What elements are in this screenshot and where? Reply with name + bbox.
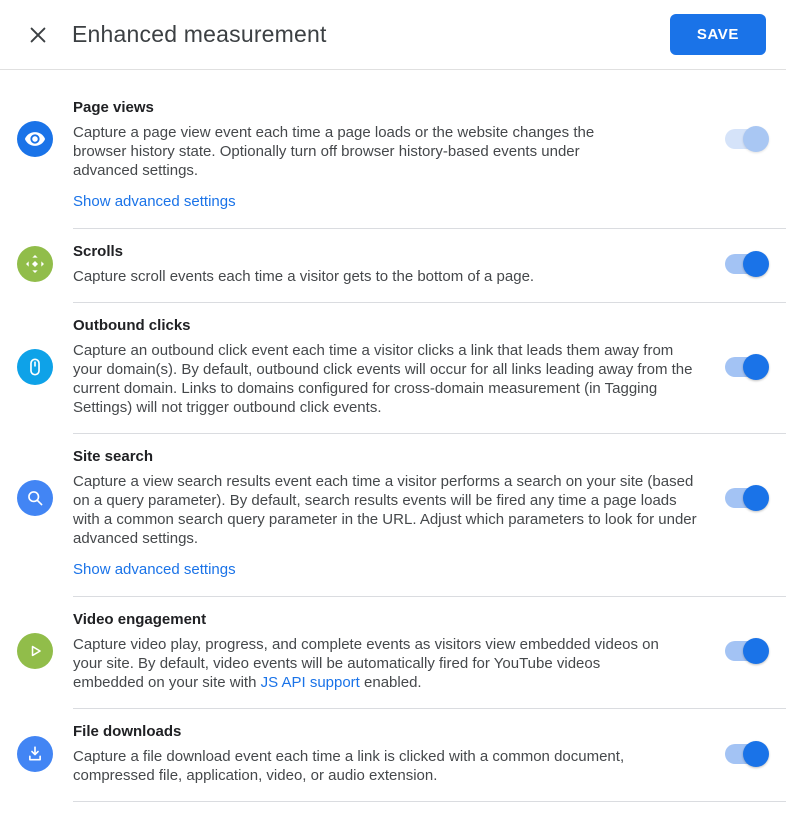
page-title: Enhanced measurement xyxy=(72,21,327,47)
site-search-toggle[interactable] xyxy=(725,488,765,508)
outbound-clicks-icon-cell xyxy=(0,349,73,385)
row-description: Capture an outbound click event each time a visitor clicks a link that leads them away from your domain(s). By default, outbound click events will occur for all links leading away from the current domain. Links to domains configured for cross-domain measurement (in Tagging Settings) will not trigger outbound click events. xyxy=(73,342,693,416)
dialog-header xyxy=(0,0,786,70)
setting-row-video-engagement xyxy=(0,597,786,708)
page-views-icon-cell xyxy=(0,121,73,157)
row-title: Scrolls xyxy=(73,243,124,260)
video-engagement-toggle[interactable] xyxy=(725,641,765,661)
row-description: Capture a file download event each time a link is clicked with a common document, compressed file, application, video, or audio extension. xyxy=(73,748,625,784)
file-downloads-icon-cell xyxy=(0,736,73,772)
js-api-support-link[interactable]: JS API support xyxy=(260,674,360,691)
setting-row-site-search xyxy=(0,434,786,596)
mouse-icon xyxy=(17,349,53,385)
row-title: Outbound clicks xyxy=(73,317,191,334)
description-text: Capture video play, progress, and complete events as visitors view embedded videos on your site. By default, video events will be automatically fired for YouTube videos embedded on your site with xyxy=(73,636,659,691)
site-search-icon-cell xyxy=(0,480,73,516)
scrolls-icon-cell xyxy=(0,246,73,282)
scroll-diamond-icon xyxy=(17,246,53,282)
page-views-toggle[interactable] xyxy=(725,129,765,149)
setting-row-file-downloads xyxy=(0,709,786,801)
setting-row-outbound-clicks xyxy=(0,303,786,433)
row-title: Video engagement xyxy=(73,611,207,628)
row-description: Capture a page view event each time a page loads or the website changes the browser history state. Optionally turn off browser history-based events under advanced settings. xyxy=(73,124,595,179)
description-text: enabled. xyxy=(359,674,422,691)
close-icon[interactable] xyxy=(24,21,52,49)
row-divider xyxy=(73,801,786,802)
row-description: Capture scroll events each time a visitor gets to the bottom of a page. xyxy=(73,268,535,285)
row-title: Page views xyxy=(73,99,154,116)
search-icon xyxy=(17,480,53,516)
setting-row-scrolls xyxy=(0,229,786,302)
eye-icon xyxy=(17,121,53,157)
save-button[interactable]: SAVE xyxy=(670,14,766,55)
site-search-advanced-settings-link[interactable]: Show advanced settings xyxy=(73,561,236,578)
outbound-clicks-toggle[interactable] xyxy=(725,357,765,377)
row-description xyxy=(73,635,675,692)
download-icon xyxy=(17,736,53,772)
file-downloads-toggle[interactable] xyxy=(725,744,765,764)
row-title: Site search xyxy=(73,448,154,465)
play-icon xyxy=(17,633,53,669)
row-title: File downloads xyxy=(73,723,182,740)
scrolls-toggle[interactable] xyxy=(725,254,765,274)
video-engagement-icon-cell xyxy=(0,633,73,669)
setting-row-page-views xyxy=(0,70,786,228)
row-description: Capture a view search results event each time a visitor performs a search on your site (based on a query parameter). By default, search results events will be fired any time a page loads with a common search query parameter in the URL. Adjust which parameters to look for under advanced settings. xyxy=(73,473,697,547)
page-views-advanced-settings-link[interactable]: Show advanced settings xyxy=(73,193,236,210)
